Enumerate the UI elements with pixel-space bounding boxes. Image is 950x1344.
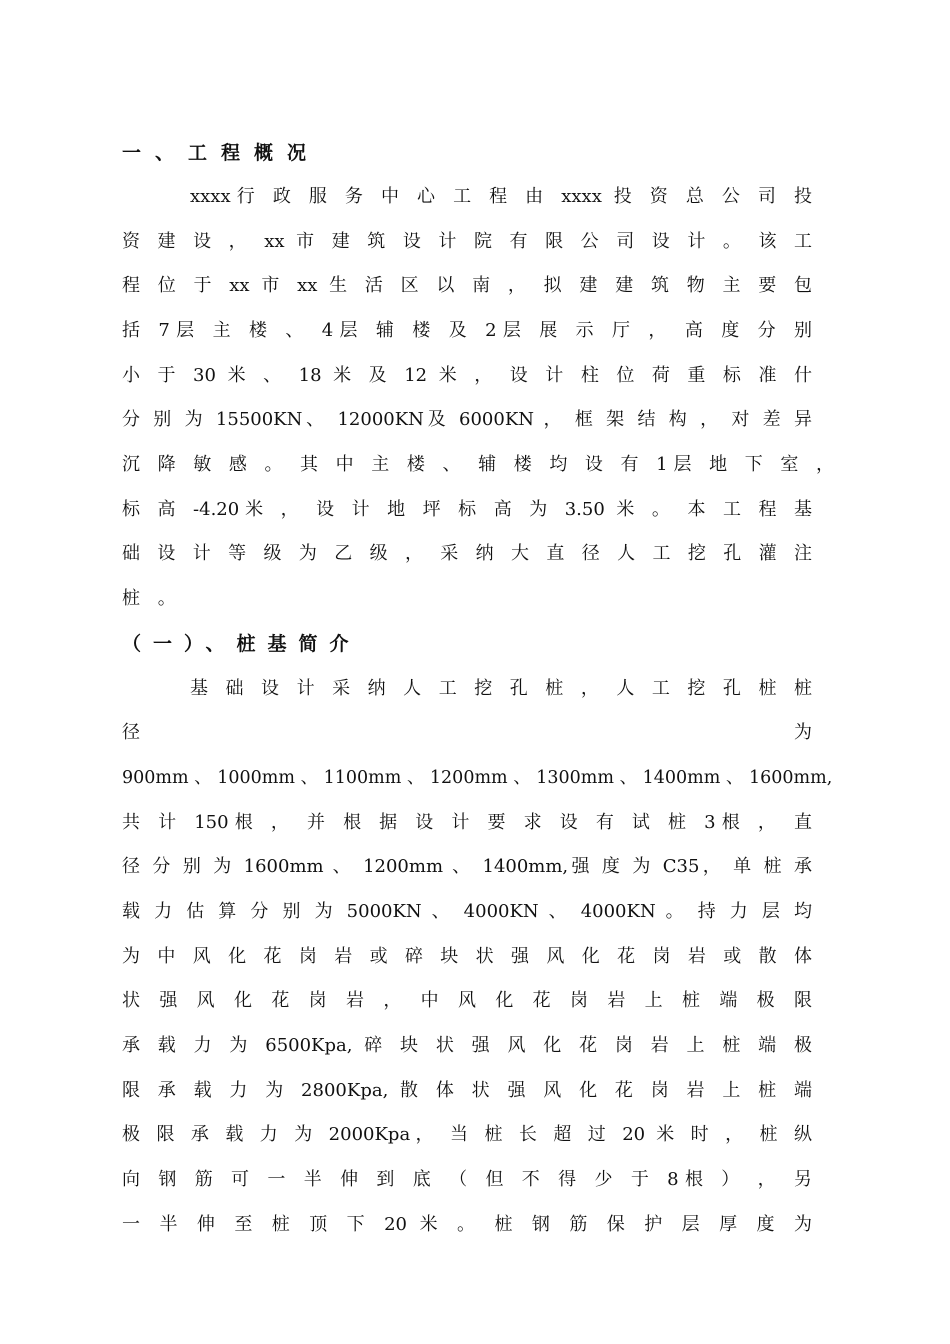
paragraph-line: 程 位 于 xx 市 xx 生 活 区 以 南 ， 拟 建 建 筑 物 主 要 包 [122, 275, 812, 296]
paragraph-line: 标 高 -4.20米 ， 设 计 地 坪 标 高 为 3.50 米 。 本 工 程 基 [122, 499, 812, 520]
paragraph-line: 为 中 风 化 花 岗 岩 或 碎 块 状 强 风 化 花 岗 岩 或 散 体 [122, 946, 812, 967]
paragraph-line: 载 力 估 算 分 别 为 5000KN 、 4000KN 、 4000KN 。 持 力 层 均 [122, 901, 812, 922]
paragraph-line: 分 别 为 15500KN、 12000KN及 6000KN ， 框 架 结 构 ， 对 差 异 [122, 409, 812, 430]
paragraph-line: 承 载 力 为 6500Kpa, 碎 块 状 强 风 化 花 岗 岩 上 桩 端 极 [122, 1035, 812, 1056]
paragraph-line: 径 为 [122, 722, 812, 743]
paragraph-line: 桩 。 [122, 588, 182, 609]
paragraph-line: 900mm 、 1000mm 、 1100mm 、 1200mm 、 1300mm 、 1400mm 、 1600mm, [122, 768, 833, 788]
section-heading-overview: 一、工程概况 [122, 142, 321, 164]
section-heading-pile-intro: （一）、桩基简介 [122, 633, 361, 655]
paragraph-line: 一 半 伸 至 桩 顶 下 20 米 。 桩 钢 筋 保 护 层 厚 度 为 [122, 1214, 812, 1235]
paragraph-line: 限 承 载 力 为 2800Kpa, 散 体 状 强 风 化 花 岗 岩 上 桩 端 [122, 1080, 812, 1101]
paragraph-line: 础 设 计 等 级 为 乙 级 ， 采 纳 大 直 径 人 工 挖 孔 灌 注 [122, 543, 812, 564]
paragraph-line: 基 础 设 计 采 纳 人 工 挖 孔 桩 ， 人 工 挖 孔 桩 桩 [190, 678, 812, 699]
paragraph-line: 极 限 承 载 力 为 2000Kpa， 当 桩 长 超 过 20 米 时 ， 桩 纵 [122, 1124, 812, 1145]
paragraph-line: 径 分 别 为 1600mm 、 1200mm 、 1400mm,强 度 为 C35， 单 桩 承 [122, 856, 812, 877]
paragraph-line: 向 钢 筋 可 一 半 伸 到 底 （ 但 不 得 少 于 8根 ） ， 另 [122, 1169, 812, 1190]
paragraph-line: 资 建 设 ， xx 市 建 筑 设 计 院 有 限 公 司 设 计 。 该 工 [122, 231, 812, 252]
paragraph-line: 括 7层 主 楼 、 4层 辅 楼 及 2层 展 示 厅 ， 高 度 分 别 [122, 320, 812, 341]
paragraph-line: 小 于 30 米 、 18 米 及 12 米 ， 设 计 柱 位 荷 重 标 准 什 [122, 365, 812, 386]
paragraph-line: 沉 降 敏 感 。 其 中 主 楼 、 辅 楼 均 设 有 1层 地 下 室 ， [122, 454, 834, 475]
paragraph-line: xxxx行 政 服 务 中 心 工 程 由 xxxx 投 资 总 公 司 投 [190, 186, 812, 207]
paragraph-line: 共 计 150根 ， 并 根 据 设 计 要 求 设 有 试 桩 3根 ， 直 [122, 812, 812, 833]
paragraph-line: 状 强 风 化 花 岗 岩 ， 中 风 化 花 岗 岩 上 桩 端 极 限 [122, 990, 812, 1011]
